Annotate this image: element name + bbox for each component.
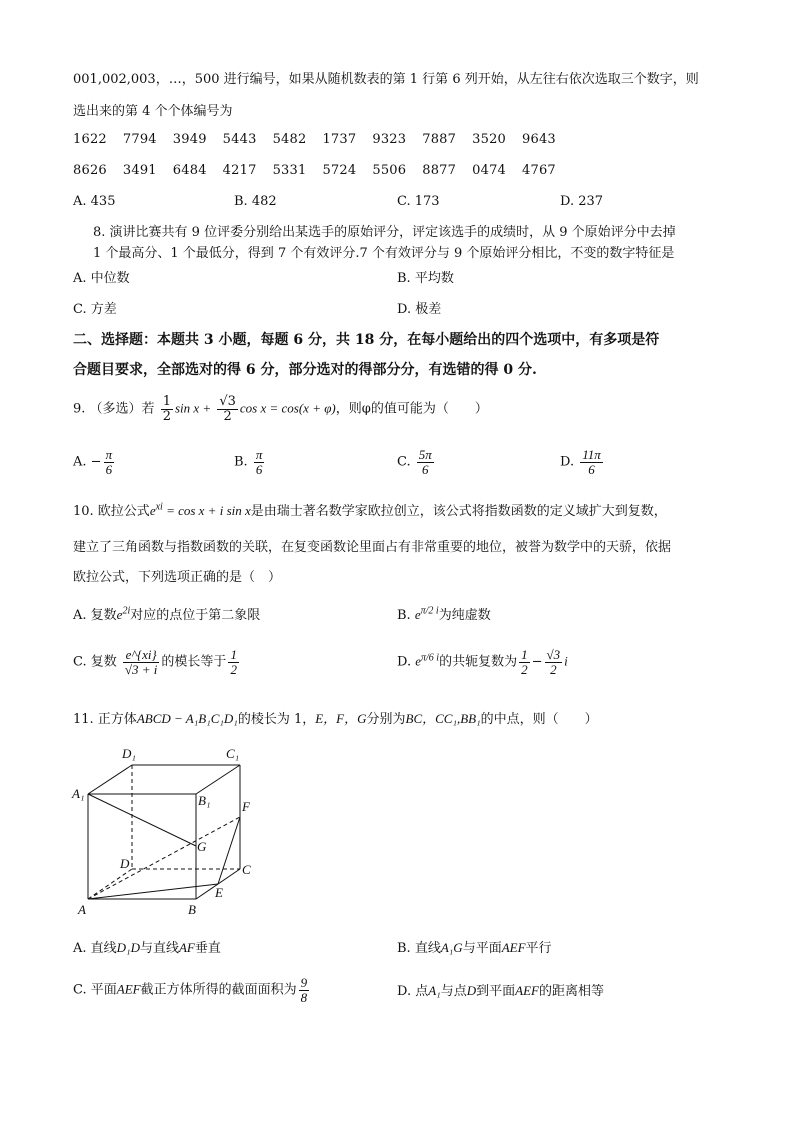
q7-text-line2: 选出来的第 4 个个体编号为 [73, 104, 233, 119]
section2-heading-line2: 合题目要求，全部选对的得 6 分，部分选对的得部分分，有选错的得 0 分. [73, 362, 537, 378]
frac-num: √3 [219, 394, 236, 409]
cube-figure [60, 735, 280, 920]
option-text: D. [397, 654, 416, 670]
label-A1: A₁ [72, 786, 85, 801]
q10-option-d [397, 648, 568, 676]
q8-line1: 8. 演讲比赛共有 9 位评委分别给出某选手的原始评分，评定该选手的成绩时，从 9 个原始评分中去掉 [93, 225, 676, 240]
fraction [519, 648, 530, 676]
math: A₁ [428, 983, 441, 998]
edge-B1C1 [196, 765, 240, 794]
frac-den: 2 [162, 408, 171, 424]
q9-option-d [560, 448, 605, 476]
segment-A1G [88, 794, 196, 846]
euler-exponent: xi [155, 501, 163, 513]
label-C1: C₁ [226, 746, 240, 761]
table-cell: 1622 [73, 132, 107, 147]
math: AEF [501, 940, 526, 955]
table-cell: 9323 [372, 132, 407, 147]
q9-sin-term: sin x + [174, 400, 212, 416]
edges: BC，CC₁,BB₁ [405, 711, 481, 726]
fraction [104, 448, 115, 476]
q10-option-a [73, 604, 260, 623]
option-label: C. [397, 454, 411, 470]
option-label: D. [560, 454, 575, 470]
table-cell: 3491 [122, 163, 157, 178]
q11-option-a [73, 937, 221, 956]
q10-line3: 欧拉公式，下列选项正确的是（ ） [73, 570, 282, 585]
math: D₁D [116, 940, 140, 955]
q10-line2: 建立了三角函数与指数函数的关联，在复变函数论里面占有非常重要的地位，被誉为数学中的天骄，依据 [73, 540, 672, 555]
cube-name: ABCD − A₁B₁C₁D₁ [136, 711, 238, 726]
option-text: A. 复数 [73, 608, 117, 623]
option-text: 的共轭复数为 [439, 654, 518, 670]
table-cell: 9643 [522, 132, 556, 147]
euler-base: e [149, 503, 156, 518]
table-cell: 0474 [472, 163, 507, 178]
fraction [299, 976, 310, 1004]
table-cell: 1737 [322, 132, 357, 147]
q10-prefix: 10. 欧拉公式 [73, 504, 150, 519]
frac-num: π [255, 447, 263, 462]
table-cell: 3520 [472, 132, 507, 147]
minus-sign: − [531, 654, 543, 670]
q11-option-b [397, 937, 552, 956]
q9-option-c [397, 448, 436, 476]
q7-option-b: B. 482 [234, 194, 277, 209]
option-text: B. [397, 608, 415, 623]
option-text: 截正方体所得的截面面积为 [140, 982, 297, 998]
base: e [415, 653, 422, 669]
frac-num: 1 [230, 647, 237, 662]
label-F: F [242, 799, 250, 814]
math: D [466, 983, 477, 998]
frac-num: 5π [418, 447, 432, 462]
exponent: π/6 i [421, 652, 440, 664]
table-cell: 7794 [122, 132, 157, 147]
math: AF [178, 940, 195, 955]
option-text: B. 直线 [397, 941, 441, 956]
frac-den: 2 [223, 408, 232, 424]
option-text: C. 平面 [73, 982, 117, 998]
frac-den: 8 [300, 989, 308, 1005]
table-cell: 5482 [272, 132, 307, 147]
q9-prefix: 9. （多选）若 [73, 401, 155, 417]
q10-line1-rest: 是由瑞士著名数学家欧拉创立，该公式将指数函数的定义域扩大到复数， [250, 504, 667, 519]
math: AEF [515, 983, 539, 998]
random-table-row2 [73, 163, 572, 178]
option-text: 垂直 [194, 941, 221, 956]
frac-den: 2 [521, 661, 528, 677]
option-text: 为纯虚数 [438, 608, 491, 623]
edge-A1D1 [88, 765, 132, 794]
fraction [545, 648, 563, 676]
option-text: C. 复数 [73, 654, 117, 670]
q8-line2: 1 个最高分、1 个最低分，得到 7 个有效评分.7 个有效评分与 9 个原始评分相比，不变的数字特征是 [93, 246, 675, 261]
option-text: 平行 [525, 941, 552, 956]
section2-heading-line1: 二、选择题：本题共 3 小题，每题 6 分，共 18 分，在每小题给出的四个选项中，有多项是符 [73, 332, 660, 348]
random-table-row1 [73, 132, 572, 147]
table-cell: 5443 [222, 132, 257, 147]
q9-option-b [234, 448, 266, 476]
option-label: B. [234, 454, 248, 470]
base: e [116, 607, 123, 622]
frac-den: 2 [230, 661, 237, 677]
frac-den: 6 [588, 461, 595, 477]
frac-den: 6 [422, 461, 429, 477]
label-C: C [242, 862, 251, 877]
option-text: 与点 [440, 984, 467, 999]
option-text: 的距离相等 [538, 984, 604, 999]
math: AEF [116, 981, 141, 997]
exponent: 2i [122, 605, 131, 617]
table-cell: 7887 [422, 132, 457, 147]
q9-stem [73, 395, 488, 423]
points: E，F，G [315, 711, 367, 726]
frac-den: 6 [105, 461, 113, 477]
fraction [254, 448, 265, 476]
q11-option-d [397, 980, 604, 999]
frac-num: 1 [162, 394, 171, 409]
table-cell: 8626 [73, 163, 107, 178]
table-cell: 5331 [272, 163, 307, 178]
frac-num: 9 [300, 975, 308, 990]
frac-num: √3 [546, 647, 561, 662]
table-cell: 4767 [522, 163, 556, 178]
option-text: D. 点 [397, 984, 429, 999]
imaginary-unit: i [564, 653, 568, 669]
base: e [414, 607, 421, 622]
label-D: D [120, 856, 130, 871]
option-text: 的模长等于 [161, 654, 227, 670]
q10-option-b [397, 604, 491, 623]
q7-text-line1: 001,002,003，…，500 进行编号，如果从随机数表的第 1 行第 6 列开始，从左往右依次选取三个数字，则 [73, 72, 699, 87]
option-label: A. [73, 454, 87, 470]
fraction [580, 448, 603, 476]
euler-formula: = cos x + i sin x [162, 503, 251, 518]
minus-sign: − [90, 454, 102, 470]
q11-text: 的中点，则（ ） [480, 712, 598, 727]
q8-option-c: C. 方差 [73, 302, 117, 317]
fraction [123, 648, 160, 676]
fraction [228, 648, 239, 676]
q10-line1 [73, 500, 667, 519]
q9-cos-term: cos x = cos(x + φ) [239, 400, 336, 416]
option-text: 对应的点位于第二象限 [130, 608, 261, 623]
q11-text: 分别为 [366, 712, 406, 727]
frac-den: 2 [550, 661, 557, 677]
frac-den: 6 [255, 461, 263, 477]
q8-option-a: A. 中位数 [73, 271, 130, 286]
q8-option-b: B. 平均数 [397, 271, 454, 286]
q10-option-c [73, 648, 241, 676]
option-text: 与平面 [462, 941, 502, 956]
table-cell: 8877 [422, 163, 457, 178]
fraction [417, 448, 434, 476]
q8-option-d: D. 极差 [397, 302, 442, 317]
option-text: A. 直线 [73, 941, 117, 956]
table-cell: 6484 [172, 163, 207, 178]
label-G: G [197, 839, 207, 854]
label-A: A [78, 902, 86, 917]
math: A₁G [440, 940, 463, 955]
q7-option-a: A. 435 [73, 194, 116, 209]
frac-num: 11π [582, 447, 601, 462]
q11-text: 的棱长为 1， [237, 712, 316, 727]
q9-option-a [73, 448, 116, 476]
q9-fraction-root3 [217, 395, 238, 423]
exponent: π/2 i [420, 605, 439, 617]
q11-stem [73, 708, 598, 727]
table-cell: 4217 [222, 163, 257, 178]
q9-suffix: ，则φ的值可能为（ ） [335, 401, 488, 417]
label-E: E [215, 885, 223, 900]
frac-den: √3 + i [124, 661, 158, 677]
table-cell: 3949 [172, 132, 207, 147]
label-B1: B₁ [198, 793, 211, 808]
label-B: B [188, 902, 196, 917]
option-text: 到平面 [476, 984, 516, 999]
q11-option-c [73, 976, 311, 1004]
q7-option-c: C. 173 [397, 194, 440, 209]
label-D1: D₁ [122, 746, 136, 761]
q7-option-d: D. 237 [560, 194, 604, 209]
frac-num: e^{xi} [123, 648, 160, 663]
table-cell: 5506 [372, 163, 407, 178]
table-cell: 5724 [322, 163, 357, 178]
q11-prefix: 11. 正方体 [73, 712, 137, 727]
option-text: 与直线 [139, 941, 179, 956]
segment-EF [218, 817, 240, 884]
frac-num: 1 [521, 647, 528, 662]
frac-num: π [105, 447, 113, 462]
q9-fraction-half [161, 395, 173, 423]
